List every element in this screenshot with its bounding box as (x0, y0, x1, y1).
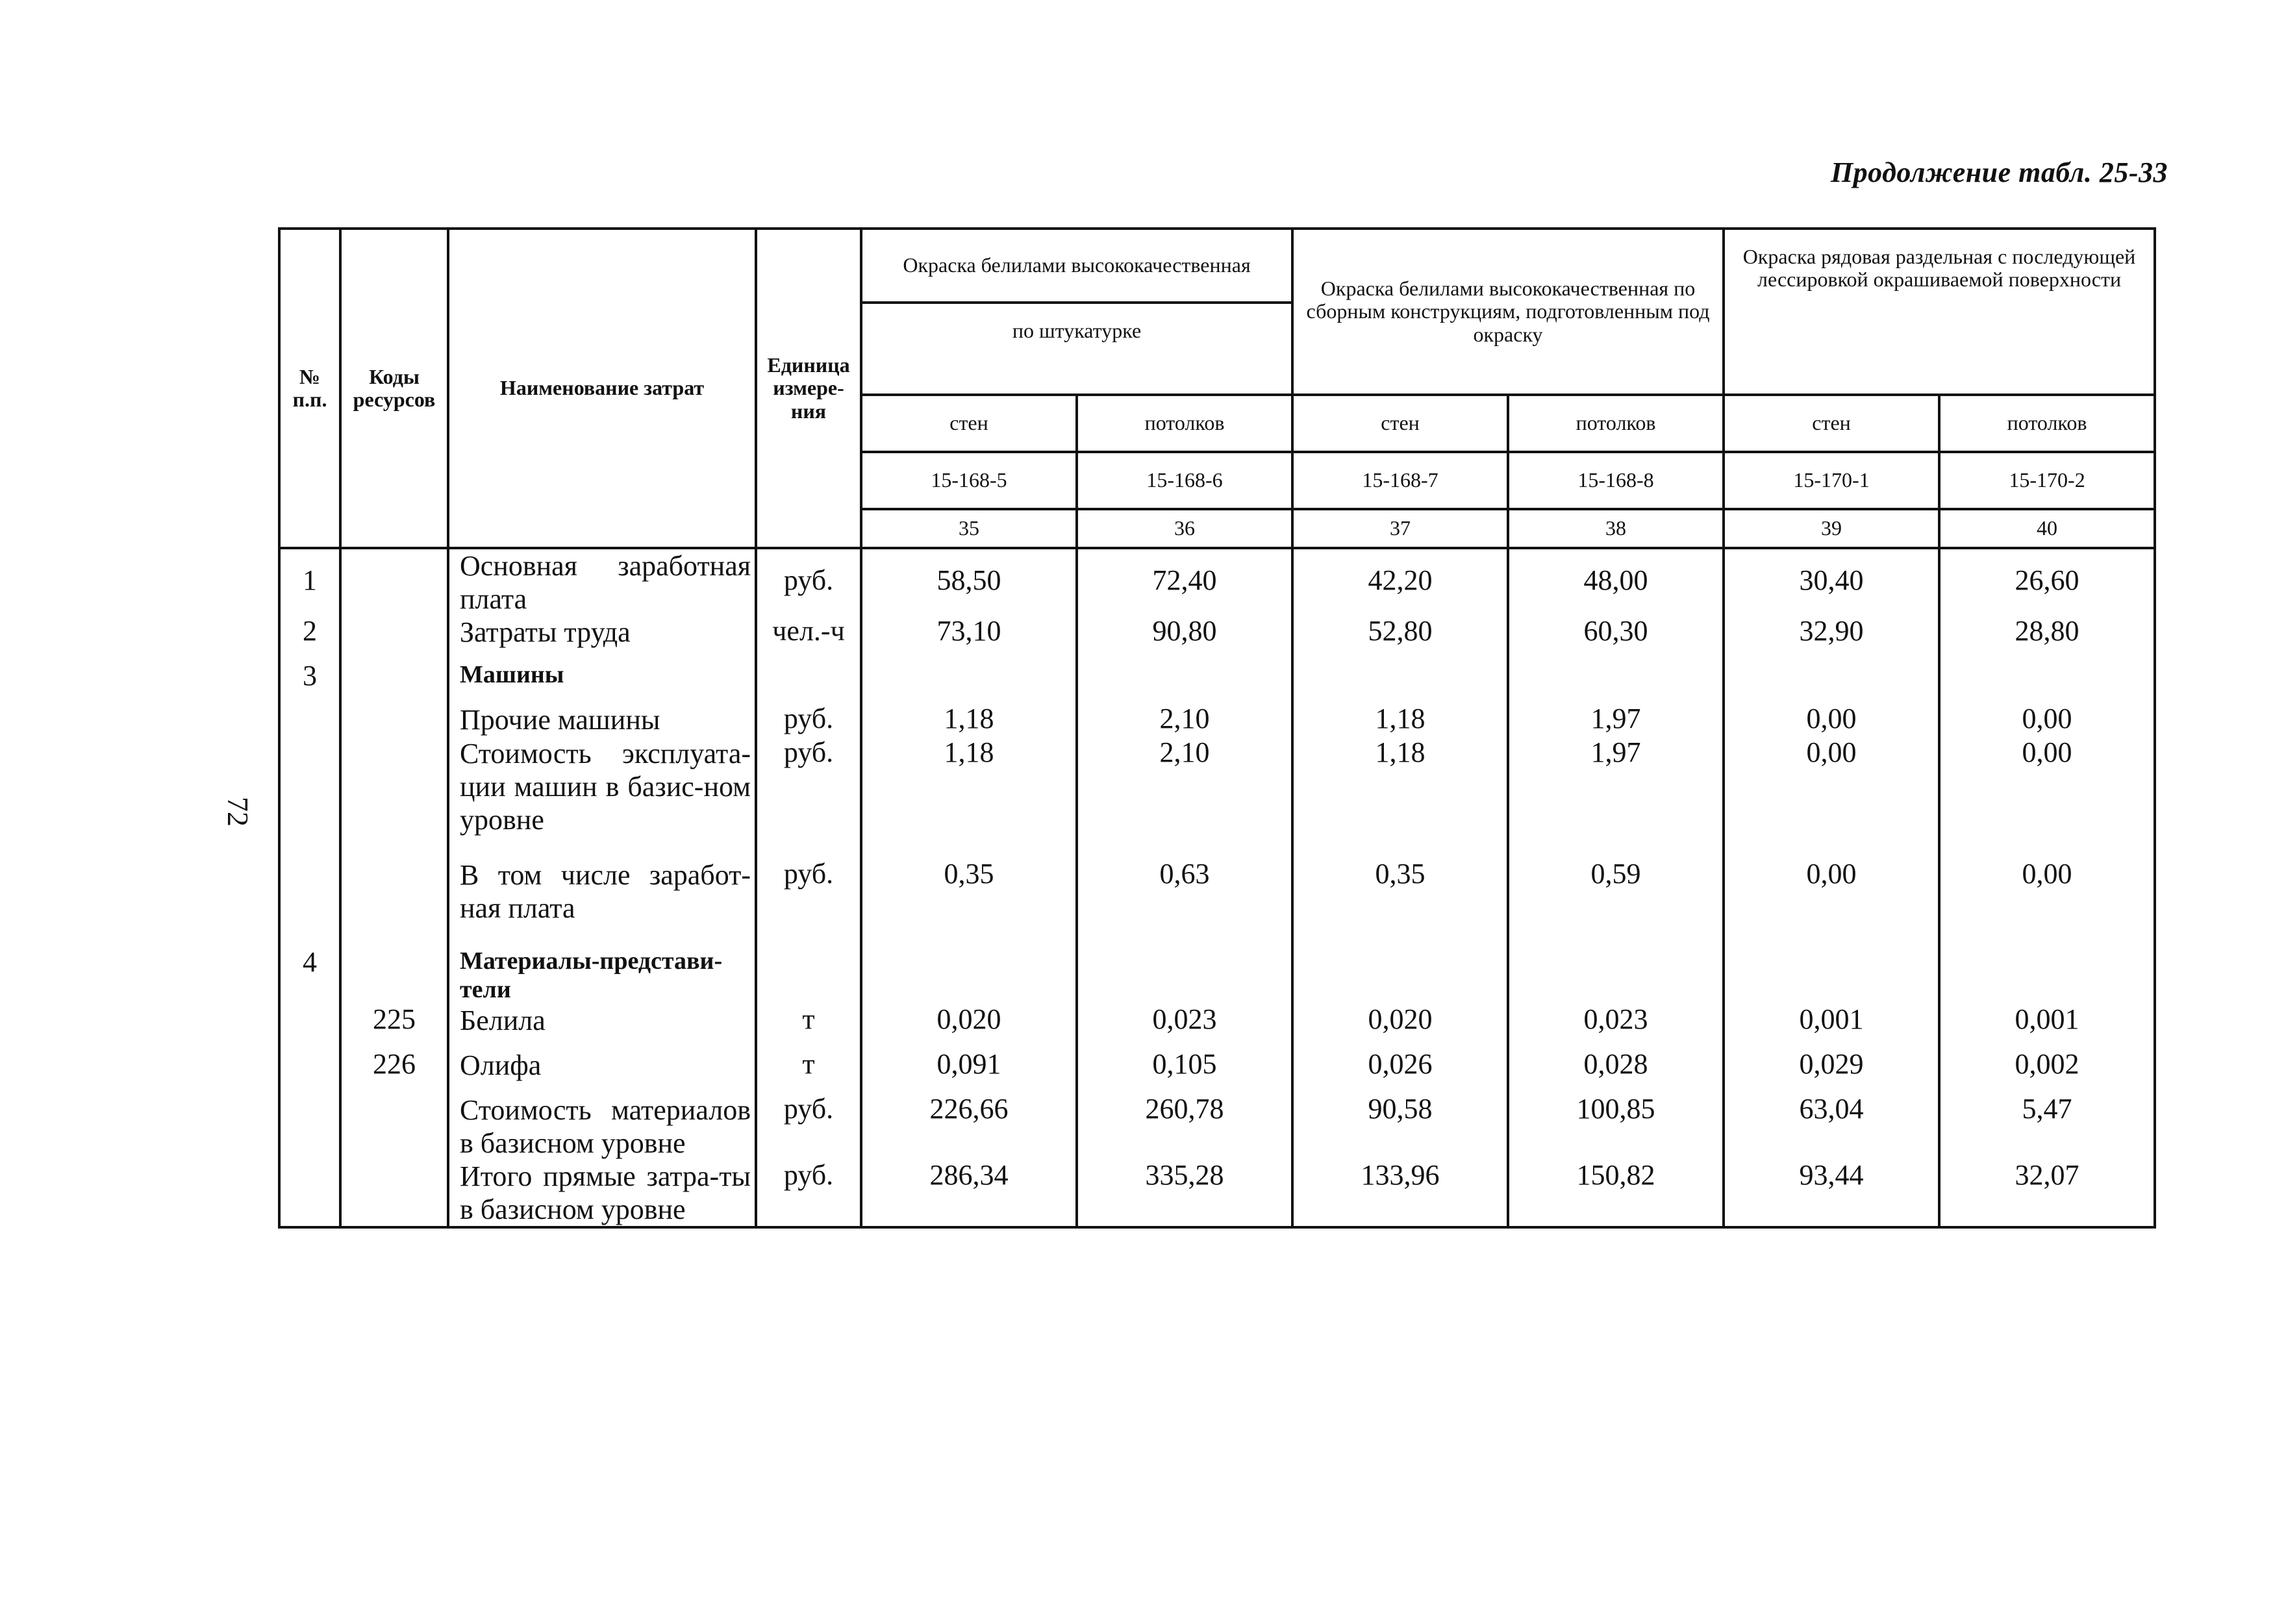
value-cell (1077, 925, 1292, 1004)
unit-of-measure: руб. (756, 692, 861, 736)
norm-code-36: 15-168-6 (1077, 452, 1292, 509)
table-continuation-caption: Продолжение табл. 25-33 (1830, 156, 2168, 188)
row-number (279, 737, 340, 836)
resource-cost-table (278, 227, 2156, 1229)
value-cell: 32,90 (1724, 616, 1939, 649)
row-number: 3 (279, 649, 340, 692)
table-row (279, 1160, 2155, 1227)
value-cell: 0,105 (1077, 1037, 1292, 1082)
value-cell: 60,30 (1508, 616, 1724, 649)
value-cell: 93,44 (1724, 1160, 1939, 1227)
header-name: Наименование затрат (448, 229, 756, 548)
resource-code (340, 1160, 448, 1227)
cost-item-name: Белила (448, 1004, 756, 1037)
norm-code-35: 15-168-5 (861, 452, 1077, 509)
value-cell (861, 925, 1077, 1004)
row-number: 2 (279, 616, 340, 649)
value-cell (1292, 649, 1508, 692)
value-cell: 90,80 (1077, 616, 1292, 649)
value-cell: 0,002 (1939, 1037, 2155, 1082)
row-number (279, 1160, 340, 1227)
row-number (279, 1004, 340, 1037)
value-cell: 0,00 (1724, 737, 1939, 836)
unit-of-measure: чел.-ч (756, 616, 861, 649)
unit-of-measure (756, 649, 861, 692)
table-row (279, 1082, 2155, 1160)
cost-item-name: Итого прямые затра-ты в базисном уровне (448, 1160, 756, 1227)
row-number: 1 (279, 548, 340, 616)
row-number (279, 836, 340, 925)
value-cell (1508, 649, 1724, 692)
value-cell: 1,18 (861, 737, 1077, 836)
value-cell: 30,40 (1724, 548, 1939, 616)
value-cell: 0,028 (1508, 1037, 1724, 1082)
value-cell: 0,020 (861, 1004, 1077, 1037)
value-cell: 42,20 (1292, 548, 1508, 616)
value-cell: 1,18 (1292, 692, 1508, 736)
column-number: 37 (1292, 509, 1508, 548)
value-cell (1724, 925, 1939, 1004)
column-number: 39 (1724, 509, 1939, 548)
table-row (279, 737, 2155, 836)
subheader-col-40: потолков (1939, 395, 2155, 452)
value-cell: 2,10 (1077, 737, 1292, 836)
value-cell (1939, 925, 2155, 1004)
value-cell: 63,04 (1724, 1082, 1939, 1160)
table-row (279, 649, 2155, 692)
value-cell (1724, 649, 1939, 692)
cost-item-name: В том числе заработ-ная плата (448, 836, 756, 925)
header-group-3-title: Окраска рядовая раздельная с последующей лессировкой окрашиваемой поверхности (1724, 229, 2155, 395)
unit-of-measure: руб. (756, 836, 861, 925)
cost-item-name: Стоимость материалов в базисном уровне (448, 1082, 756, 1160)
value-cell: 2,10 (1077, 692, 1292, 736)
value-cell: 26,60 (1939, 548, 2155, 616)
unit-of-measure: руб. (756, 548, 861, 616)
column-number: 38 (1508, 509, 1724, 548)
value-cell: 48,00 (1508, 548, 1724, 616)
value-cell: 100,85 (1508, 1082, 1724, 1160)
value-cell: 0,00 (1724, 692, 1939, 736)
cost-item-name: Материалы-представи-тели (448, 925, 756, 1004)
value-cell: 32,07 (1939, 1160, 2155, 1227)
value-cell: 226,66 (861, 1082, 1077, 1160)
cost-item-name: Машины (448, 649, 756, 692)
value-cell: 0,026 (1292, 1037, 1508, 1082)
table-row (279, 548, 2155, 616)
table-row (279, 616, 2155, 649)
value-cell: 0,00 (1939, 737, 2155, 836)
row-number (279, 692, 340, 736)
column-number: 35 (861, 509, 1077, 548)
value-cell: 1,97 (1508, 692, 1724, 736)
value-cell: 0,35 (861, 836, 1077, 925)
row-number: 4 (279, 925, 340, 1004)
value-cell: 0,020 (1292, 1004, 1508, 1037)
resource-code (340, 1082, 448, 1160)
value-cell (861, 649, 1077, 692)
norm-code-38: 15-168-8 (1508, 452, 1724, 509)
cost-item-name: Олифа (448, 1037, 756, 1082)
resource-code (340, 616, 448, 649)
header-group-2-title: Окраска белилами высококачественная по сборным конструкциям, подготовленным под окраску (1292, 229, 1724, 395)
value-cell (1077, 649, 1292, 692)
value-cell: 1,18 (861, 692, 1077, 736)
value-cell: 90,58 (1292, 1082, 1508, 1160)
value-cell: 260,78 (1077, 1082, 1292, 1160)
unit-of-measure: т (756, 1037, 861, 1082)
value-cell: 0,00 (1939, 692, 2155, 736)
unit-of-measure: руб. (756, 737, 861, 836)
value-cell: 0,001 (1939, 1004, 2155, 1037)
resource-code (340, 836, 448, 925)
value-cell: 133,96 (1292, 1160, 1508, 1227)
cost-item-name: Стоимость эксплуата-ции машин в базис-ном уровне (448, 737, 756, 836)
row-number (279, 1082, 340, 1160)
value-cell: 28,80 (1939, 616, 2155, 649)
unit-of-measure (756, 925, 861, 1004)
resource-code (340, 925, 448, 1004)
value-cell: 0,023 (1508, 1004, 1724, 1037)
table-body (279, 548, 2155, 1227)
value-cell: 335,28 (1077, 1160, 1292, 1227)
norm-code-40: 15-170-2 (1939, 452, 2155, 509)
value-cell: 52,80 (1292, 616, 1508, 649)
value-cell: 0,023 (1077, 1004, 1292, 1037)
value-cell: 1,18 (1292, 737, 1508, 836)
column-number: 36 (1077, 509, 1292, 548)
value-cell: 0,00 (1939, 836, 2155, 925)
resource-code (340, 649, 448, 692)
header-group-1-sub: по штукатурке (861, 303, 1292, 395)
value-cell: 286,34 (861, 1160, 1077, 1227)
cost-item-name: Основная заработная плата (448, 548, 756, 616)
value-cell: 73,10 (861, 616, 1077, 649)
cost-item-name: Прочие машины (448, 692, 756, 736)
table-row (279, 692, 2155, 736)
subheader-col-38: потолков (1508, 395, 1724, 452)
header-group-1-title: Окраска белилами высококачественная (861, 229, 1292, 303)
subheader-col-35: стен (861, 395, 1077, 452)
row-number (279, 1037, 340, 1082)
value-cell: 58,50 (861, 548, 1077, 616)
value-cell: 1,97 (1508, 737, 1724, 836)
column-number: 40 (1939, 509, 2155, 548)
value-cell: 150,82 (1508, 1160, 1724, 1227)
resource-code (340, 692, 448, 736)
header-num: № п.п. (279, 229, 340, 548)
value-cell: 0,029 (1724, 1037, 1939, 1082)
page-number: 72 (221, 797, 255, 827)
value-cell: 0,091 (861, 1037, 1077, 1082)
unit-of-measure: руб. (756, 1082, 861, 1160)
resource-code: 226 (340, 1037, 448, 1082)
norm-code-37: 15-168-7 (1292, 452, 1508, 509)
value-cell (1508, 925, 1724, 1004)
table-row (279, 925, 2155, 1004)
resource-code (340, 737, 448, 836)
value-cell: 0,35 (1292, 836, 1508, 925)
table-row (279, 836, 2155, 925)
table-row (279, 1037, 2155, 1082)
value-cell: 0,001 (1724, 1004, 1939, 1037)
cost-item-name: Затраты труда (448, 616, 756, 649)
value-cell: 0,63 (1077, 836, 1292, 925)
norm-code-39: 15-170-1 (1724, 452, 1939, 509)
table-row (279, 1004, 2155, 1037)
unit-of-measure: т (756, 1004, 861, 1037)
header-codes: Коды ресурсов (340, 229, 448, 548)
resource-code: 225 (340, 1004, 448, 1037)
value-cell (1292, 925, 1508, 1004)
value-cell (1939, 649, 2155, 692)
subheader-col-37: стен (1292, 395, 1508, 452)
header-unit: Единица измере-ния (756, 229, 861, 548)
unit-of-measure: руб. (756, 1160, 861, 1227)
value-cell: 5,47 (1939, 1082, 2155, 1160)
resource-code (340, 548, 448, 616)
value-cell: 72,40 (1077, 548, 1292, 616)
subheader-col-36: потолков (1077, 395, 1292, 452)
subheader-col-39: стен (1724, 395, 1939, 452)
value-cell: 0,59 (1508, 836, 1724, 925)
value-cell: 0,00 (1724, 836, 1939, 925)
